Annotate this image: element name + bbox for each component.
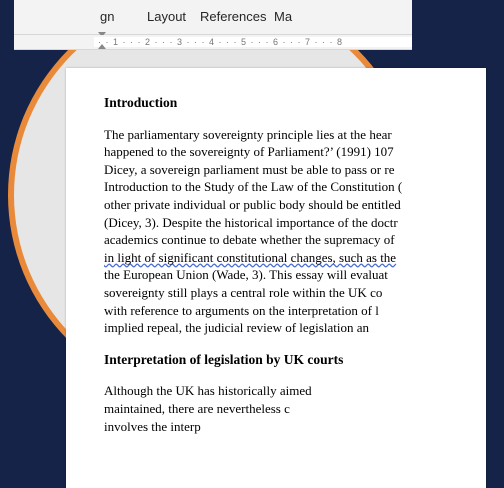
text-line: the European Union (Wade, 3). This essay will evaluat <box>104 267 388 283</box>
tab-design[interactable]: gn <box>100 9 115 24</box>
text-line: implied repeal, the judicial review of legislation an <box>104 320 369 336</box>
document-body[interactable] <box>104 94 504 449</box>
tab-references[interactable]: References <box>200 9 267 24</box>
heading-interpretation: Interpretation of legislation by UK courts <box>104 351 344 367</box>
text-line: involves the interp <box>104 418 201 434</box>
tab-mailings[interactable]: Ma <box>274 9 293 24</box>
text-line: Introduction to the Study of the Law of the Constitution ( <box>104 179 403 195</box>
text-line: The parliamentary sovereignty principle lies at the hear <box>104 126 392 142</box>
ruler-marks: · · 1 · · · 2 · · · 3 · · · 4 · · · 5 · · · 6 · · · 7 · · · 8 <box>98 37 343 47</box>
hanging-indent-marker[interactable] <box>98 44 106 49</box>
text-line-grammar-flag: in light of significant constitutional changes, such as the <box>104 249 397 265</box>
ribbon-tabs <box>14 0 412 35</box>
text-line: academics continue to debate whether the supremacy of <box>104 232 395 248</box>
magnified-view <box>14 0 412 434</box>
text-line: happened to the sovereignty of Parliament?’ (1991) 107 <box>104 144 394 160</box>
text-line: Although the UK has historically aimed <box>104 383 312 399</box>
horizontal-ruler[interactable] <box>14 35 412 50</box>
document-page[interactable] <box>66 68 486 488</box>
paragraph-introduction <box>104 126 504 337</box>
paragraph-interpretation <box>104 382 504 435</box>
tab-layout[interactable]: Layout <box>147 9 187 24</box>
heading-introduction: Introduction <box>104 95 178 110</box>
text-line: maintained, there are nevertheless c <box>104 400 290 416</box>
text-line: sovereignty still plays a central role within the UK co <box>104 284 383 300</box>
text-line: with reference to arguments on the interpretation of l <box>104 302 379 318</box>
text-line: Dicey, a sovereign parliament must be able to pass or re <box>104 161 395 177</box>
text-line: other private individual or public body should be entitled <box>104 196 401 212</box>
text-line: (Dicey, 3). Despite the historical importance of the doctr <box>104 214 398 230</box>
